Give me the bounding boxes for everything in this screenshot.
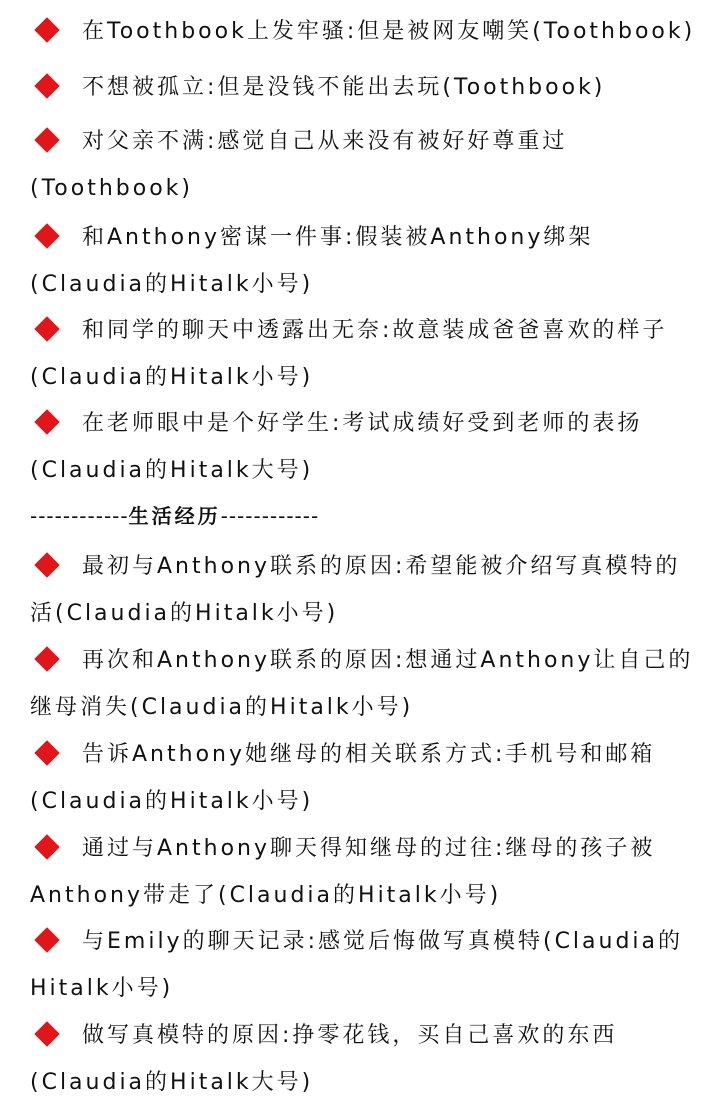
red-diamond-icon [34,223,59,248]
red-diamond-icon [34,73,59,98]
list-item [30,214,698,308]
item-text: 和Anthony密谋一件事:假装被Anthony绑架(Claudia的Hitalk小号) [30,225,594,297]
list-item [30,1012,698,1106]
list-item [30,400,698,494]
item-text: 通过与Anthony聊天得知继母的过往:继母的孩子被Anthony带走了(Claudia的Hitalk小号) [30,836,656,908]
list-item [30,637,698,731]
red-diamond-icon [34,316,59,341]
red-diamond-icon [34,127,59,152]
list-item [30,307,698,401]
section-title: 生活经历 [128,504,221,528]
divider-dashes-left: ------------ [30,504,129,528]
item-text: 最初与Anthony联系的原因:希望能被介绍写真模特的活(Claudia的Hitalk小号) [30,554,681,626]
list-item [30,543,698,637]
divider-dashes-right: ------------ [220,504,320,528]
list-item [30,8,698,55]
list-item [30,118,698,212]
item-text: 和同学的聊天中透露出无奈:故意装成爸爸喜欢的样子(Claudia的Hitalk小号) [30,318,668,390]
item-text: 不想被孤立:但是没钱不能出去玩(Toothbook) [82,75,606,100]
list-item [30,64,698,111]
item-text: 做写真模特的原因:挣零花钱，买自己喜欢的东西(Claudia的Hitalk大号) [30,1023,618,1095]
list-item [30,731,698,825]
item-text: 在Toothbook上发牢骚:但是被网友嘲笑(Toothbook) [82,19,696,44]
section-divider [30,498,319,534]
list-item [30,825,698,919]
item-text: 再次和Anthony联系的原因:想通过Anthony让自己的继母消失(Claudia的Hitalk小号) [30,648,694,720]
red-diamond-icon [34,17,59,42]
item-text: 告诉Anthony她继母的相关联系方式:手机号和邮箱(Claudia的Hitalk小号) [30,742,656,814]
item-text: 在老师眼中是个好学生:考试成绩好受到老师的表扬(Claudia的Hitalk大号) [30,411,643,483]
red-diamond-icon [34,552,59,577]
red-diamond-icon [34,834,59,859]
red-diamond-icon [34,646,59,671]
red-diamond-icon [34,740,59,765]
list-item [30,918,698,1012]
red-diamond-icon [34,409,59,434]
item-text: 与Emily的聊天记录:感觉后悔做写真模特(Claudia的Hitalk小号) [30,929,684,1001]
red-diamond-icon [34,1021,59,1046]
red-diamond-icon [34,927,59,952]
item-text: 对父亲不满:感觉自己从来没有被好好尊重过(Toothbook) [30,129,568,201]
